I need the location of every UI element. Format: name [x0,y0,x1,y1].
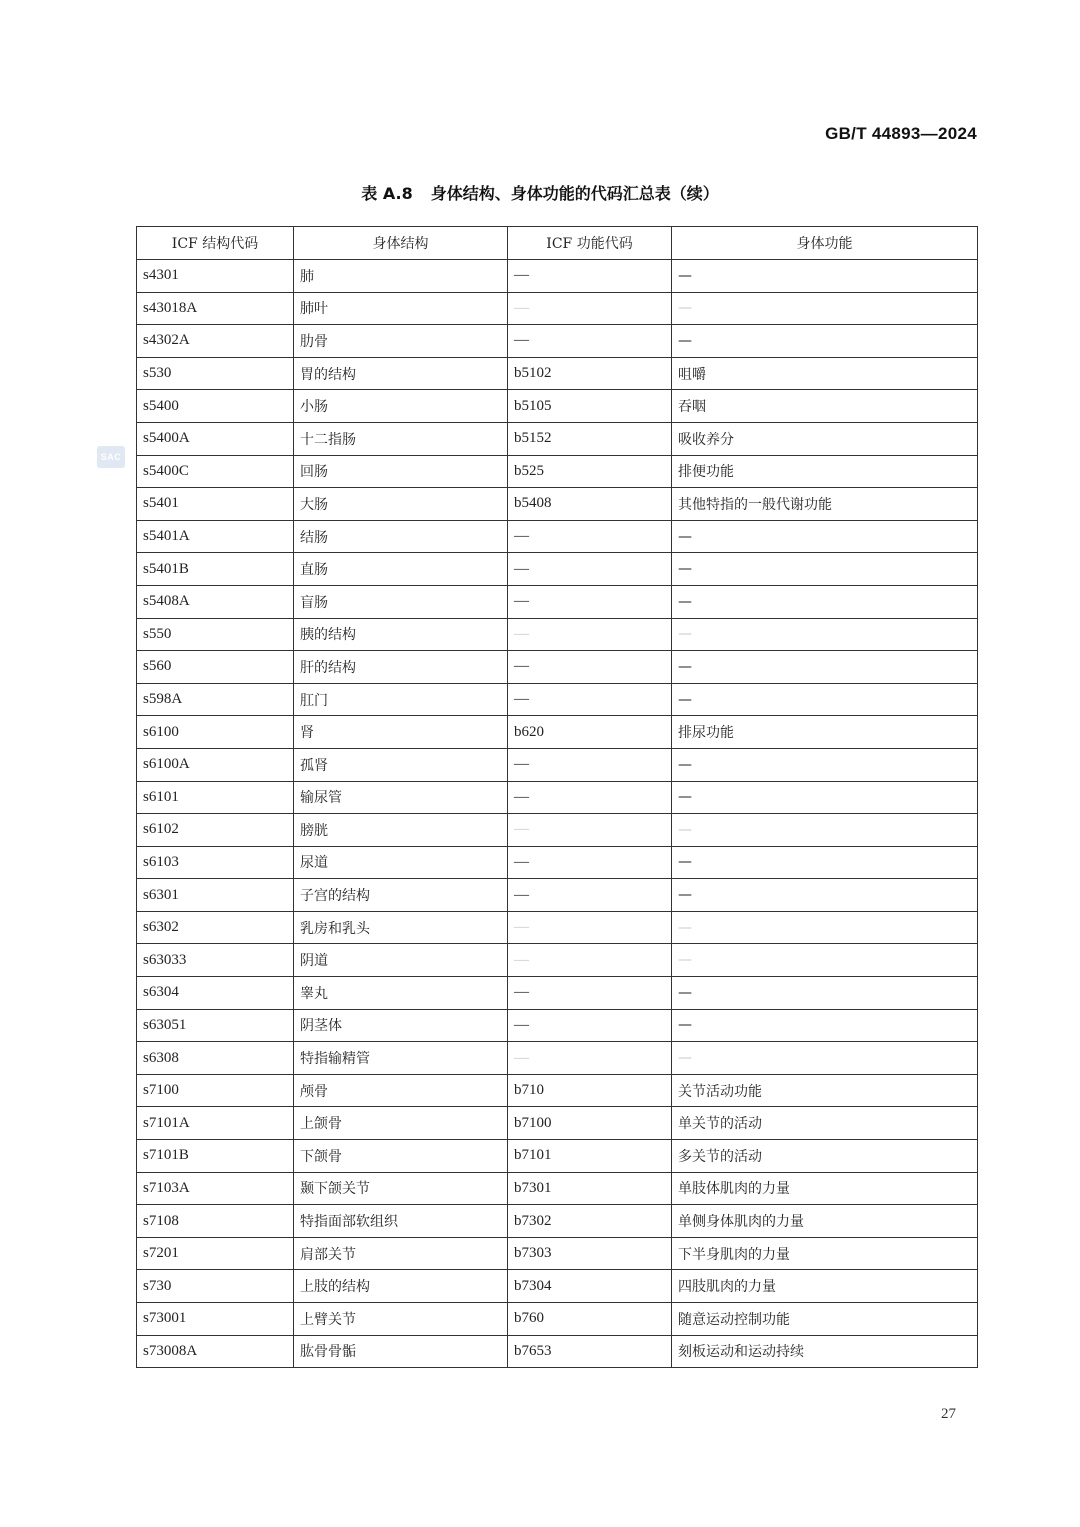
table-row [137,585,978,618]
body-function-cell: 多关节的活动 [672,1140,978,1173]
table-header-row [137,227,978,260]
function-code-cell: — [508,651,672,684]
body-function-cell: — [672,260,978,293]
function-code-cell: b7302 [508,1205,672,1238]
table-row [137,325,978,358]
body-structure-cell: 颞下颌关节 [294,1172,508,1205]
body-structure-cell: 肛门 [294,683,508,716]
table-row [137,357,978,390]
structure-code-cell: s5401A [137,520,294,553]
function-code-cell: — [508,260,672,293]
body-structure-cell: 上肢的结构 [294,1270,508,1303]
body-function-cell: — [672,1009,978,1042]
table-row [137,488,978,521]
function-code-cell: — [508,1042,672,1075]
function-code-cell: — [508,553,672,586]
table-row [137,977,978,1010]
table-row [137,618,978,651]
body-function-cell: — [672,553,978,586]
function-code-cell: b7101 [508,1140,672,1173]
body-function-cell: 下半身肌肉的力量 [672,1237,978,1270]
body-function-cell: 关节活动功能 [672,1074,978,1107]
table-row [137,781,978,814]
structure-code-cell: s6301 [137,879,294,912]
table-row [137,422,978,455]
body-function-cell: — [672,585,978,618]
table-row [137,1237,978,1270]
structure-code-cell: s43018A [137,292,294,325]
function-code-cell: — [508,911,672,944]
body-structure-cell: 大肠 [294,488,508,521]
table-row [137,553,978,586]
function-code-cell: b7303 [508,1237,672,1270]
structure-code-cell: s560 [137,651,294,684]
body-structure-cell: 特指面部软组织 [294,1205,508,1238]
body-function-cell: 四肢肌肉的力量 [672,1270,978,1303]
structure-code-cell: s7103A [137,1172,294,1205]
structure-code-cell: s730 [137,1270,294,1303]
structure-code-cell: s4302A [137,325,294,358]
body-structure-cell: 下颌骨 [294,1140,508,1173]
function-code-cell: — [508,683,672,716]
body-function-cell: 吸收养分 [672,422,978,455]
function-code-cell: b5102 [508,357,672,390]
structure-code-cell: s6100 [137,716,294,749]
column-header-structure-code: ICF 结构代码 [137,227,294,260]
structure-code-cell: s7101B [137,1140,294,1173]
body-structure-cell: 睾丸 [294,977,508,1010]
body-structure-cell: 子宫的结构 [294,879,508,912]
function-code-cell: — [508,977,672,1010]
structure-code-cell: s73001 [137,1303,294,1336]
structure-code-cell: s5400 [137,390,294,423]
function-code-cell: b5152 [508,422,672,455]
table-row [137,1042,978,1075]
body-structure-cell: 特指输精管 [294,1042,508,1075]
body-function-cell: — [672,748,978,781]
body-structure-cell: 肾 [294,716,508,749]
function-code-cell: b525 [508,455,672,488]
table-row [137,1303,978,1336]
body-function-cell: — [672,781,978,814]
table-row [137,1270,978,1303]
function-code-cell: — [508,325,672,358]
function-code-cell: b620 [508,716,672,749]
table-row [137,260,978,293]
body-function-cell: 刻板运动和运动持续 [672,1335,978,1368]
body-function-cell: 排便功能 [672,455,978,488]
body-structure-cell: 结肠 [294,520,508,553]
function-code-cell: — [508,944,672,977]
structure-code-cell: s6100A [137,748,294,781]
body-function-cell: 随意运动控制功能 [672,1303,978,1336]
body-function-cell: — [672,520,978,553]
table-row [137,1009,978,1042]
body-function-cell: — [672,292,978,325]
body-structure-cell: 胰的结构 [294,618,508,651]
body-structure-cell: 肩部关节 [294,1237,508,1270]
function-code-cell: b5408 [508,488,672,521]
body-structure-cell: 回肠 [294,455,508,488]
structure-code-cell: s73008A [137,1335,294,1368]
table-row [137,1140,978,1173]
column-header-function-code: ICF 功能代码 [508,227,672,260]
body-structure-cell: 上臂关节 [294,1303,508,1336]
function-code-cell: b7304 [508,1270,672,1303]
function-code-cell: b760 [508,1303,672,1336]
page-number: 27 [941,1406,956,1422]
body-structure-cell: 肝的结构 [294,651,508,684]
structure-code-cell: s6102 [137,814,294,847]
body-function-cell: 单侧身体肌肉的力量 [672,1205,978,1238]
body-function-cell: — [672,977,978,1010]
function-code-cell: — [508,585,672,618]
structure-code-cell: s5400C [137,455,294,488]
table-row [137,683,978,716]
table-row [137,651,978,684]
body-function-cell: — [672,944,978,977]
function-code-cell: — [508,814,672,847]
structure-code-cell: s5400A [137,422,294,455]
structure-code-cell: s63033 [137,944,294,977]
body-function-cell: — [672,651,978,684]
body-structure-cell: 肺叶 [294,292,508,325]
body-function-cell: 排尿功能 [672,716,978,749]
body-function-cell: — [672,683,978,716]
function-code-cell: b7100 [508,1107,672,1140]
structure-code-cell: s550 [137,618,294,651]
table-row [137,911,978,944]
structure-code-cell: s6103 [137,846,294,879]
body-structure-cell: 肺 [294,260,508,293]
structure-code-cell: s5408A [137,585,294,618]
function-code-cell: — [508,520,672,553]
table-row [137,1172,978,1205]
body-function-cell: — [672,814,978,847]
table-row [137,748,978,781]
structure-code-cell: s7100 [137,1074,294,1107]
structure-code-cell: s6101 [137,781,294,814]
body-structure-cell: 阴茎体 [294,1009,508,1042]
function-code-cell: b7653 [508,1335,672,1368]
body-function-cell: 单肢体肌肉的力量 [672,1172,978,1205]
body-structure-cell: 小肠 [294,390,508,423]
body-function-cell: — [672,879,978,912]
structure-code-cell: s5401 [137,488,294,521]
body-structure-cell: 胃的结构 [294,357,508,390]
body-structure-cell: 上颌骨 [294,1107,508,1140]
body-structure-cell: 颅骨 [294,1074,508,1107]
code-summary-table [136,226,978,1368]
function-code-cell: — [508,846,672,879]
table-row [137,814,978,847]
body-structure-cell: 肋骨 [294,325,508,358]
table-row [137,1074,978,1107]
body-structure-cell: 膀胱 [294,814,508,847]
table-row [137,716,978,749]
structure-code-cell: s5401B [137,553,294,586]
function-code-cell: — [508,292,672,325]
table-number: 表 A.8 [361,184,413,203]
table-title-text: 身体结构、身体功能的代码汇总表（续） [430,184,719,203]
structure-code-cell: s63051 [137,1009,294,1042]
function-code-cell: — [508,781,672,814]
table-row [137,846,978,879]
sac-watermark-stamp: SAC [97,446,125,468]
structure-code-cell: s530 [137,357,294,390]
table-row [137,944,978,977]
table-row [137,455,978,488]
column-header-body-structure: 身体结构 [294,227,508,260]
table-row [137,292,978,325]
function-code-cell: — [508,1009,672,1042]
body-function-cell: 咀嚼 [672,357,978,390]
structure-code-cell: s598A [137,683,294,716]
body-structure-cell: 乳房和乳头 [294,911,508,944]
body-function-cell: — [672,325,978,358]
standard-number: GB/T 44893—2024 [825,124,977,143]
body-structure-cell: 盲肠 [294,585,508,618]
function-code-cell: — [508,748,672,781]
body-function-cell: — [672,618,978,651]
table-row [137,1205,978,1238]
body-structure-cell: 孤肾 [294,748,508,781]
table-row [137,520,978,553]
body-function-cell: — [672,911,978,944]
body-structure-cell: 直肠 [294,553,508,586]
table-title [0,181,1080,204]
body-function-cell: — [672,1042,978,1075]
structure-code-cell: s6308 [137,1042,294,1075]
structure-code-cell: s6302 [137,911,294,944]
function-code-cell: — [508,618,672,651]
body-structure-cell: 阴道 [294,944,508,977]
structure-code-cell: s4301 [137,260,294,293]
body-function-cell: — [672,846,978,879]
structure-code-cell: s7201 [137,1237,294,1270]
body-function-cell: 吞咽 [672,390,978,423]
body-function-cell: 其他特指的一般代谢功能 [672,488,978,521]
structure-code-cell: s7108 [137,1205,294,1238]
table-body [137,260,978,1368]
structure-code-cell: s7101A [137,1107,294,1140]
table-row [137,1107,978,1140]
body-structure-cell: 十二指肠 [294,422,508,455]
body-function-cell: 单关节的活动 [672,1107,978,1140]
body-structure-cell: 输尿管 [294,781,508,814]
function-code-cell: b7301 [508,1172,672,1205]
body-structure-cell: 肱骨骨骺 [294,1335,508,1368]
table-row [137,390,978,423]
function-code-cell: b710 [508,1074,672,1107]
body-structure-cell: 尿道 [294,846,508,879]
function-code-cell: — [508,879,672,912]
function-code-cell: b5105 [508,390,672,423]
table-row [137,879,978,912]
column-header-body-function: 身体功能 [672,227,978,260]
structure-code-cell: s6304 [137,977,294,1010]
table-row [137,1335,978,1368]
